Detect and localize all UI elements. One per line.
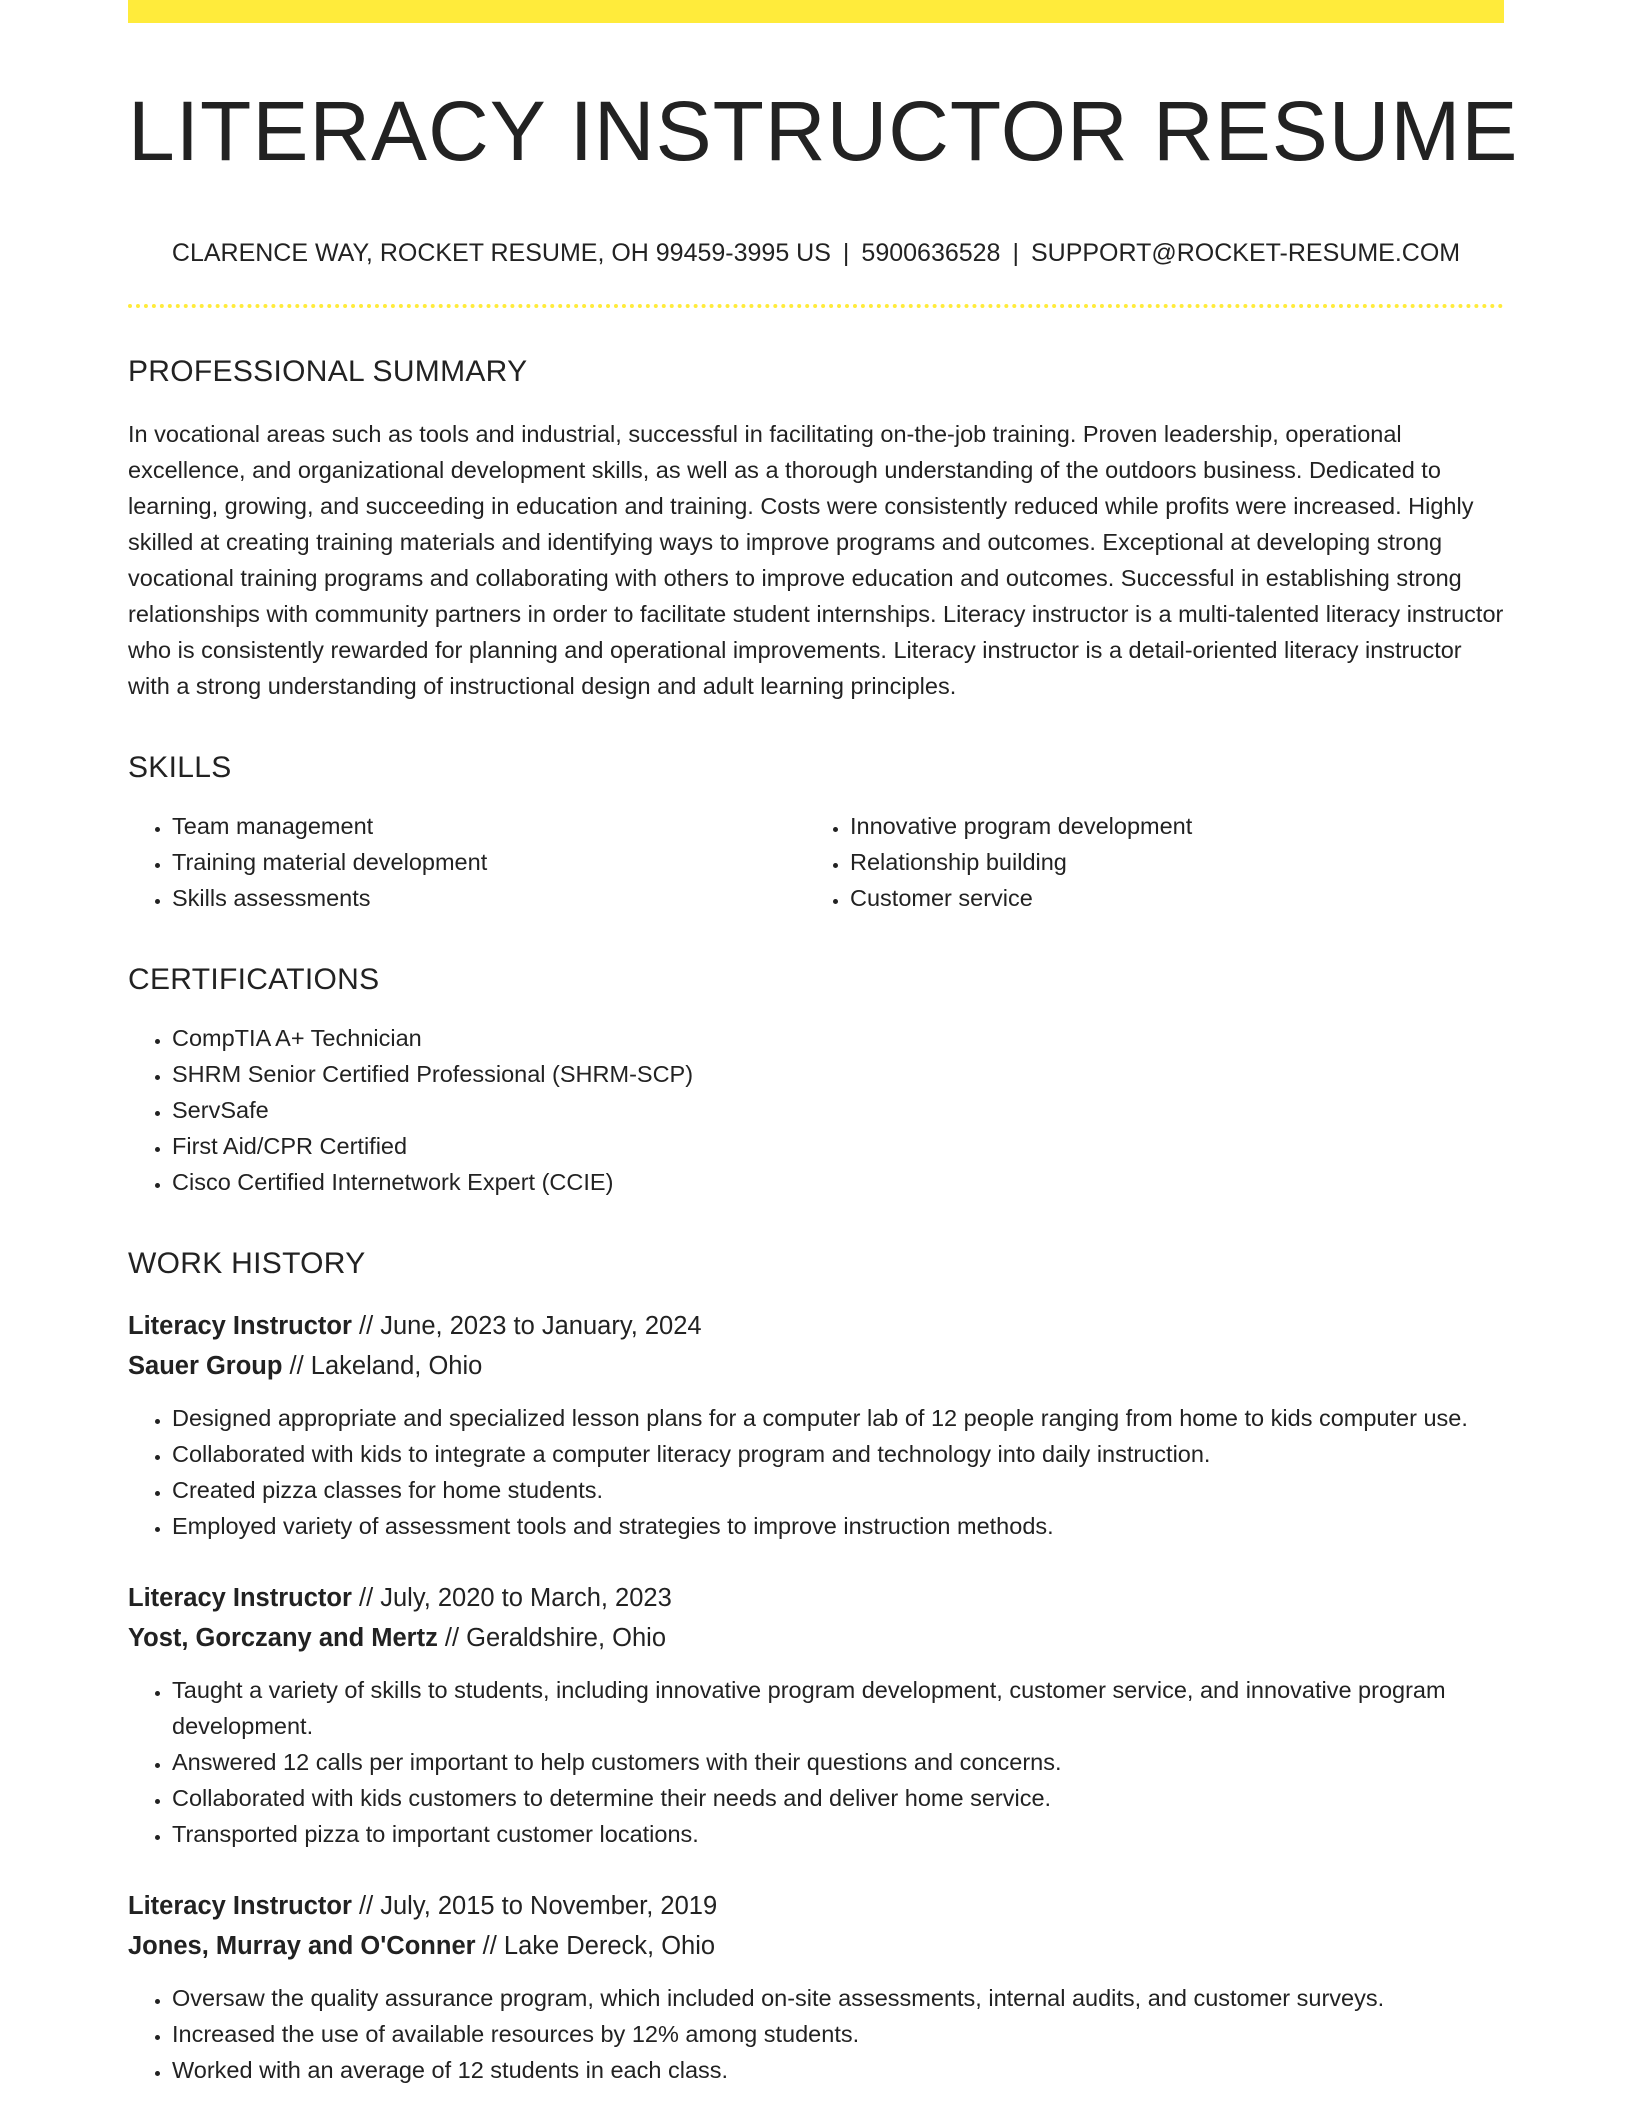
job-bullet: • Employed variety of assessment tools and strategies to improve instruction methods. (172, 1508, 1504, 1544)
job-bullet: • Collaborated with kids to integrate a computer literacy program and technology into daily instruction. (172, 1436, 1504, 1472)
job-bullet: • Transported pizza to important customer locations. (172, 1816, 1504, 1852)
skill-item: • Skills assessments (172, 880, 816, 916)
job-company-line (128, 1926, 1504, 1966)
job-company: Sauer Group (128, 1352, 283, 1381)
certifications-section (128, 962, 1504, 1200)
certification-item: • SHRM Senior Certified Professional (SHRM-SCP) (172, 1056, 1504, 1092)
job-bullets (128, 1672, 1504, 1852)
contact-phone: 5900636528 (861, 239, 1001, 268)
job-entry (128, 1886, 1504, 2088)
job-location: // Lake Dereck, Ohio (475, 1932, 716, 1961)
job-bullet: • Increased the use of available resources by 12% among students. (172, 2016, 1504, 2052)
contact-separator: | (1012, 239, 1019, 268)
certification-item: • First Aid/CPR Certified (172, 1128, 1504, 1164)
job-location: // Geraldshire, Ohio (437, 1624, 667, 1653)
certification-item: • Cisco Certified Internetwork Expert (CCIE) (172, 1164, 1504, 1200)
job-title-line (128, 1886, 1504, 1926)
skills-list-right (816, 808, 1504, 916)
job-company-line (128, 1618, 1504, 1658)
job-bullets (128, 1400, 1504, 1544)
job-title-line (128, 1306, 1504, 1346)
section-heading: SKILLS (128, 751, 232, 785)
job-dates: // July, 2020 to March, 2023 (351, 1584, 672, 1613)
skill-item: • Customer service (850, 880, 1504, 916)
job-bullets (128, 1980, 1504, 2088)
job-company: Jones, Murray and O'Conner (128, 1932, 476, 1961)
job-dates: // July, 2015 to November, 2019 (351, 1892, 718, 1921)
resume-page (128, 0, 1519, 2088)
contact-separator: | (842, 239, 850, 268)
job-title-line (128, 1578, 1504, 1618)
certification-item: • ServSafe (172, 1092, 1504, 1128)
job-title: Literacy Instructor (128, 1312, 352, 1341)
contact-address: CLARENCE WAY, ROCKET RESUME, OH 99459-3995 US (171, 239, 831, 268)
job-entry (128, 1306, 1504, 1544)
contact-email: SUPPORT@ROCKET-RESUME.COM (1030, 239, 1461, 268)
job-bullet: • Answered 12 calls per important to help customers with their questions and concerns. (172, 1744, 1504, 1780)
job-bullet: • Oversaw the quality assurance program, which included on-site assessments, internal audits, and customer surveys. (172, 1980, 1504, 2016)
skill-item: • Team management (172, 808, 816, 844)
job-title: Literacy Instructor (128, 1892, 352, 1921)
job-company: Yost, Gorczany and Mertz (128, 1624, 438, 1653)
section-heading: PROFESSIONAL SUMMARY (128, 355, 528, 389)
job-title: Literacy Instructor (128, 1584, 352, 1613)
job-bullet: • Worked with an average of 12 students in each class. (172, 2052, 1504, 2088)
certification-item: • CompTIA A+ Technician (172, 1020, 1504, 1056)
job-company-line (128, 1346, 1504, 1386)
dotted-divider (128, 304, 1504, 308)
skills-section (128, 750, 1504, 916)
job-entry (128, 1578, 1504, 1852)
skill-item: • Relationship building (850, 844, 1504, 880)
job-bullet: • Taught a variety of skills to students, including innovative program development, customer service, and innovative program development. (172, 1672, 1504, 1744)
section-heading: WORK HISTORY (128, 1247, 366, 1281)
skill-item: • Training material development (172, 844, 816, 880)
page-title: LITERACY INSTRUCTOR RESUME (128, 84, 1519, 178)
job-bullet: • Collaborated with kids customers to determine their needs and deliver home service. (172, 1780, 1504, 1816)
section-heading: CERTIFICATIONS (128, 963, 380, 997)
summary-text: In vocational areas such as tools and industrial, successful in facilitating on-the-job training. Proven leadership, operational excellence, and organizational development skills, as well as a thorough understanding of the outdoors business. Dedicated to learning, growing, and succeeding in education and training. Costs were consistently reduced while profits were increased. Highly skilled at creating training materials and identifying ways to improve programs and outcomes. Exceptional at developing strong vocational training programs and collaborating with others to improve education and outcomes. Successful in establishing strong relationships with community partners in order to facilitate student internships. Literacy instructor is a multi-talented literacy instructor who is consistently rewarded for planning and operational improvements. Literacy instructor is a detail-oriented literacy instructor with a strong understanding of instructional design and adult learning principles. (128, 421, 1504, 700)
job-dates: // June, 2023 to January, 2024 (351, 1312, 702, 1341)
certifications-list (128, 1020, 1504, 1200)
contact-line (128, 239, 1504, 268)
top-accent-bar (128, 0, 1504, 23)
skill-item: • Innovative program development (850, 808, 1504, 844)
skills-list-left (128, 808, 816, 916)
job-bullet: • Designed appropriate and specialized lesson plans for a computer lab of 12 people ranging from home to kids computer use. (172, 1400, 1504, 1436)
work-history-section (128, 1246, 1504, 2088)
skills-grid (128, 786, 1504, 916)
job-bullet: • Created pizza classes for home students. (172, 1472, 1504, 1508)
job-location: // Lakeland, Ohio (282, 1352, 483, 1381)
professional-summary-section (128, 354, 1504, 704)
